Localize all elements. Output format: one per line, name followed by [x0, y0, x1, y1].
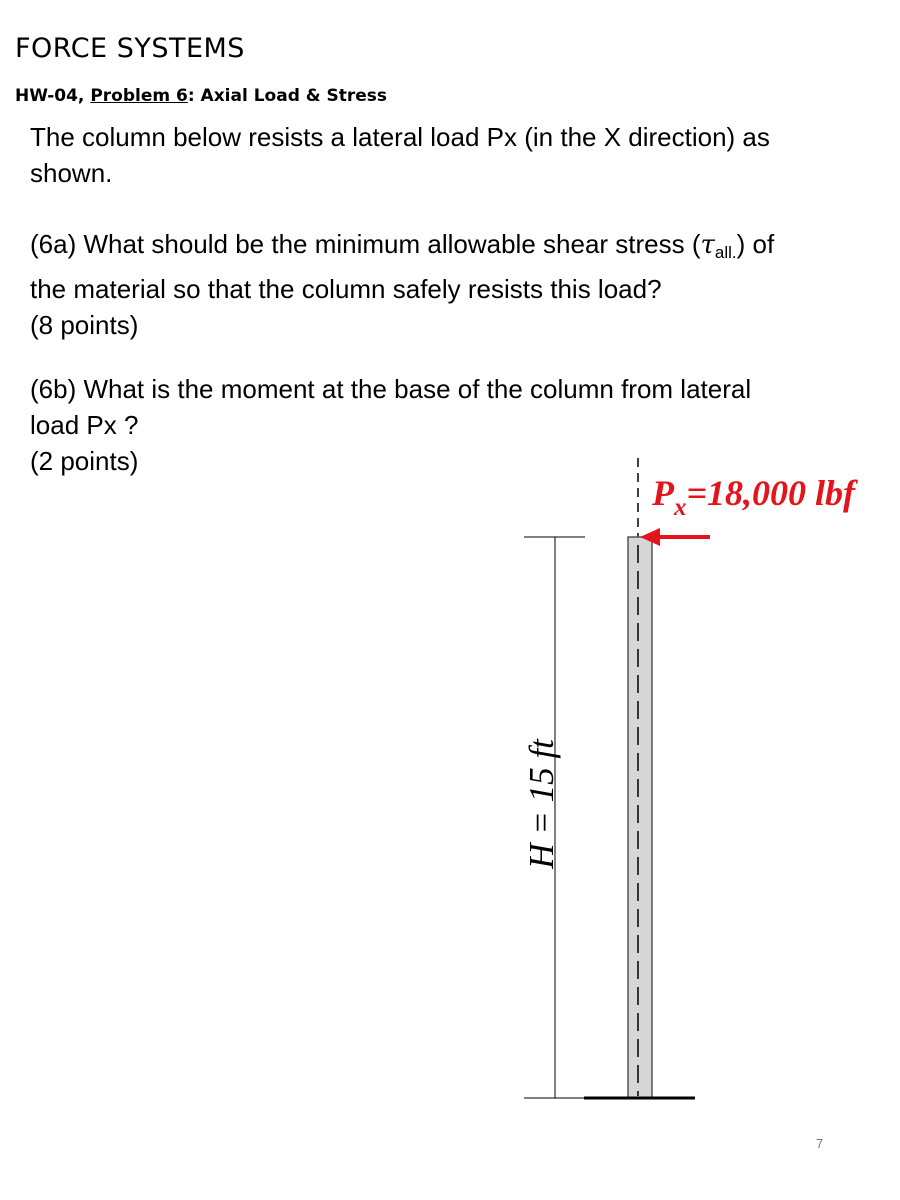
- question-6a-text-pre: (6a) What should be the minimum allowable shear stress (: [30, 229, 701, 259]
- page-number: 7: [816, 1136, 824, 1151]
- load-subscript: x: [674, 494, 687, 521]
- problem-number-label: Problem 6: [90, 86, 188, 106]
- page-title: FORCE SYSTEMS: [15, 33, 245, 64]
- question-6a-line-2: the material so that the column safely resists this load?: [30, 274, 662, 304]
- question-6b-points: (2 points): [30, 446, 139, 476]
- height-label: H = 15 ft: [522, 739, 561, 869]
- load-label: [651, 473, 858, 521]
- load-value: =18,000 lbf: [686, 473, 856, 513]
- question-6b-line-1: (6b) What is the moment at the base of the column from lateral: [30, 374, 752, 404]
- column: [628, 537, 652, 1098]
- question-6a-points: (8 points): [30, 310, 139, 340]
- intro-line-2: shown.: [30, 158, 113, 188]
- problem-topic: : Axial Load & Stress: [187, 86, 388, 106]
- load-symbol: P: [652, 473, 674, 513]
- question-6a-text-post: ) of: [736, 229, 775, 259]
- tau-symbol: τ: [700, 230, 715, 260]
- intro-line-1: The column below resists a lateral load Px (in the X direction) as: [30, 122, 770, 152]
- tau-subscript: all.: [714, 243, 737, 262]
- question-6b-line-2: load Px ?: [30, 410, 139, 440]
- hw-label: HW-04,: [15, 86, 91, 106]
